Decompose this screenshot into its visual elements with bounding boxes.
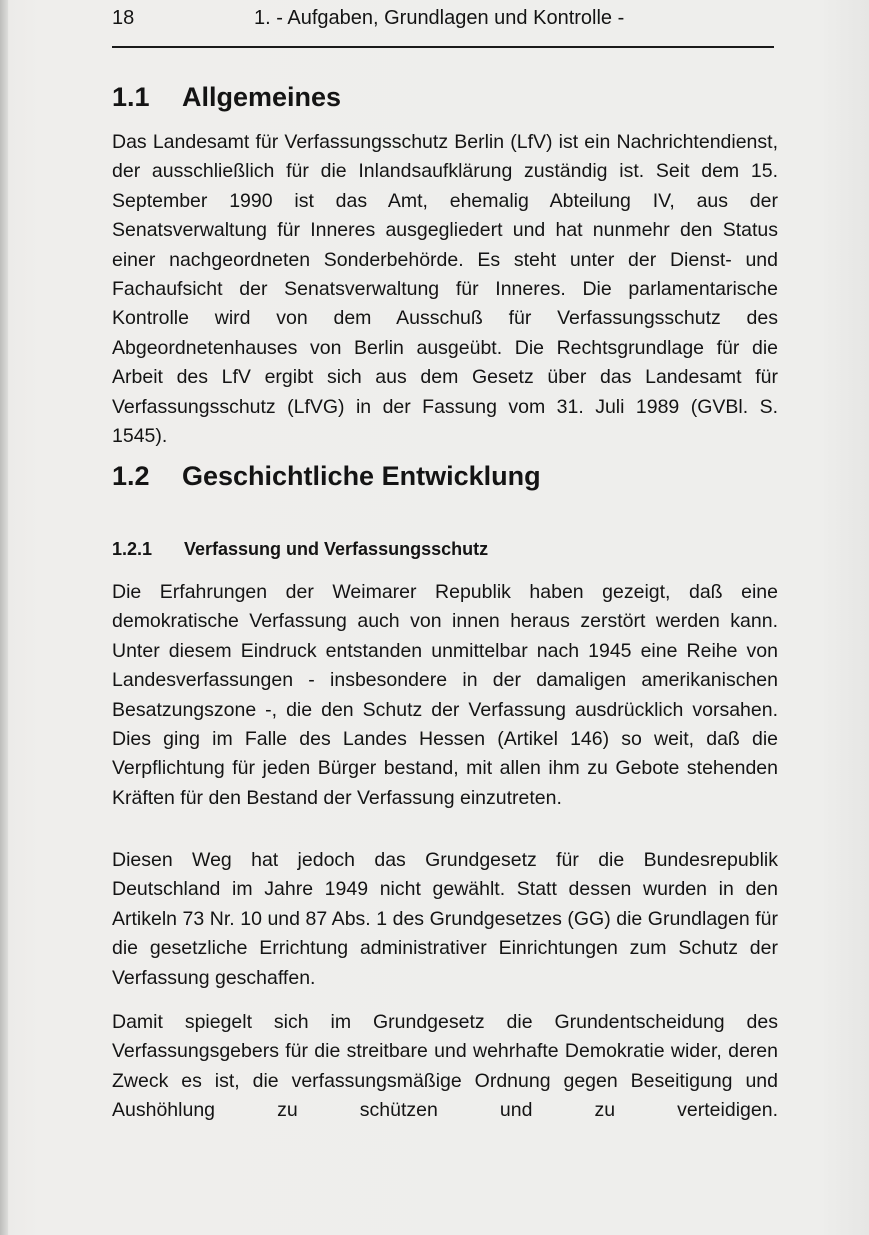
paragraph-grundgesetz: Diesen Weg hat jedoch das Grundgesetz für die Bundesrepublik Deutschland im Jahre 1949 nicht gewählt. Statt dessen wurden in den Artikeln 73 Nr. 10 und 87 Abs. 1 des Grundgesetzes (GG) die Grundlagen für die gesetzliche Errichtung administrativer Einrichtungen zum Schutz der Verfassung geschaffen. — [112, 849, 778, 989]
section-heading-1-2 — [112, 459, 541, 493]
chapter-title: 1. - Aufgaben, Grundlagen und Kontrolle - — [254, 7, 625, 29]
subsection-title: Verfassung und Verfassungsschutz — [184, 539, 489, 559]
page-header — [112, 4, 774, 44]
section-title: Geschichtliche Entwicklung — [182, 461, 541, 491]
section-number: 1.1 — [112, 82, 150, 112]
section-number: 1.2 — [112, 461, 150, 491]
header-rule — [112, 46, 774, 48]
page-number: 18 — [112, 7, 135, 29]
subsection-heading-1-2-1 — [112, 537, 488, 561]
subsection-number: 1.2.1 — [112, 539, 153, 559]
paragraph-wehrhafte-demokratie: Damit spiegelt sich im Grundgesetz die Grundentscheidung des Verfassungsgebers für die streitbare und wehrhafte Demokratie wider, deren Zweck es ist, die verfassungsmäßige Ordnung gegen Beseitigung und Aushöhlung zu schützen und zu verteidigen. — [112, 1011, 778, 1122]
page-left-edge-shadow — [0, 0, 8, 1235]
paragraph-allgemeines: Das Landesamt für Verfassungsschutz Berlin (LfV) ist ein Nachrichtendienst, der ausschließlich für die Inlandsaufklärung zuständig ist. Seit dem 15. September 1990 ist das Amt, ehemalig Abteilung IV, aus der Senatsverwaltung für Inneres ausgegliedert und hat nunmehr den Status einer nachgeordneten Sonderbehörde. Es steht unter der Dienst- und Fachaufsicht der Senatsverwaltung für Inneres. Die parlamentarische Kontrolle wird von dem Ausschuß für Verfassungsschutz des Abgeordnetenhauses von Berlin ausgeübt. Die Rechtsgrundlage für die Arbeit des LfV ergibt sich aus dem Gesetz über das Landesamt für Verfassungsschutz (LfVG) in der Fassung vom 31. Juli 1989 (GVBl. S. 1545). — [112, 131, 778, 448]
section-heading-1-1 — [112, 80, 341, 114]
section-title: Allgemeines — [182, 82, 342, 112]
paragraph-weimarer-republik: Die Erfahrungen der Weimarer Republik haben gezeigt, daß eine demokratische Verfassung auch von innen heraus zerstört werden kann. Unter diesem Eindruck entstanden unmittelbar nach 1945 eine Reihe von Landesverfassungen - insbesondere in der damaligen amerikanischen Besatzungszone -, die den Schutz der Verfassung ausdrücklich vorsahen. Dies ging im Falle des Landes Hessen (Artikel 146) so weit, daß die Verpflichtung für jeden Bürger bestand, mit allen ihm zu Gebote stehenden Kräften für den Bestand der Verfassung einzutreten. — [112, 581, 778, 809]
